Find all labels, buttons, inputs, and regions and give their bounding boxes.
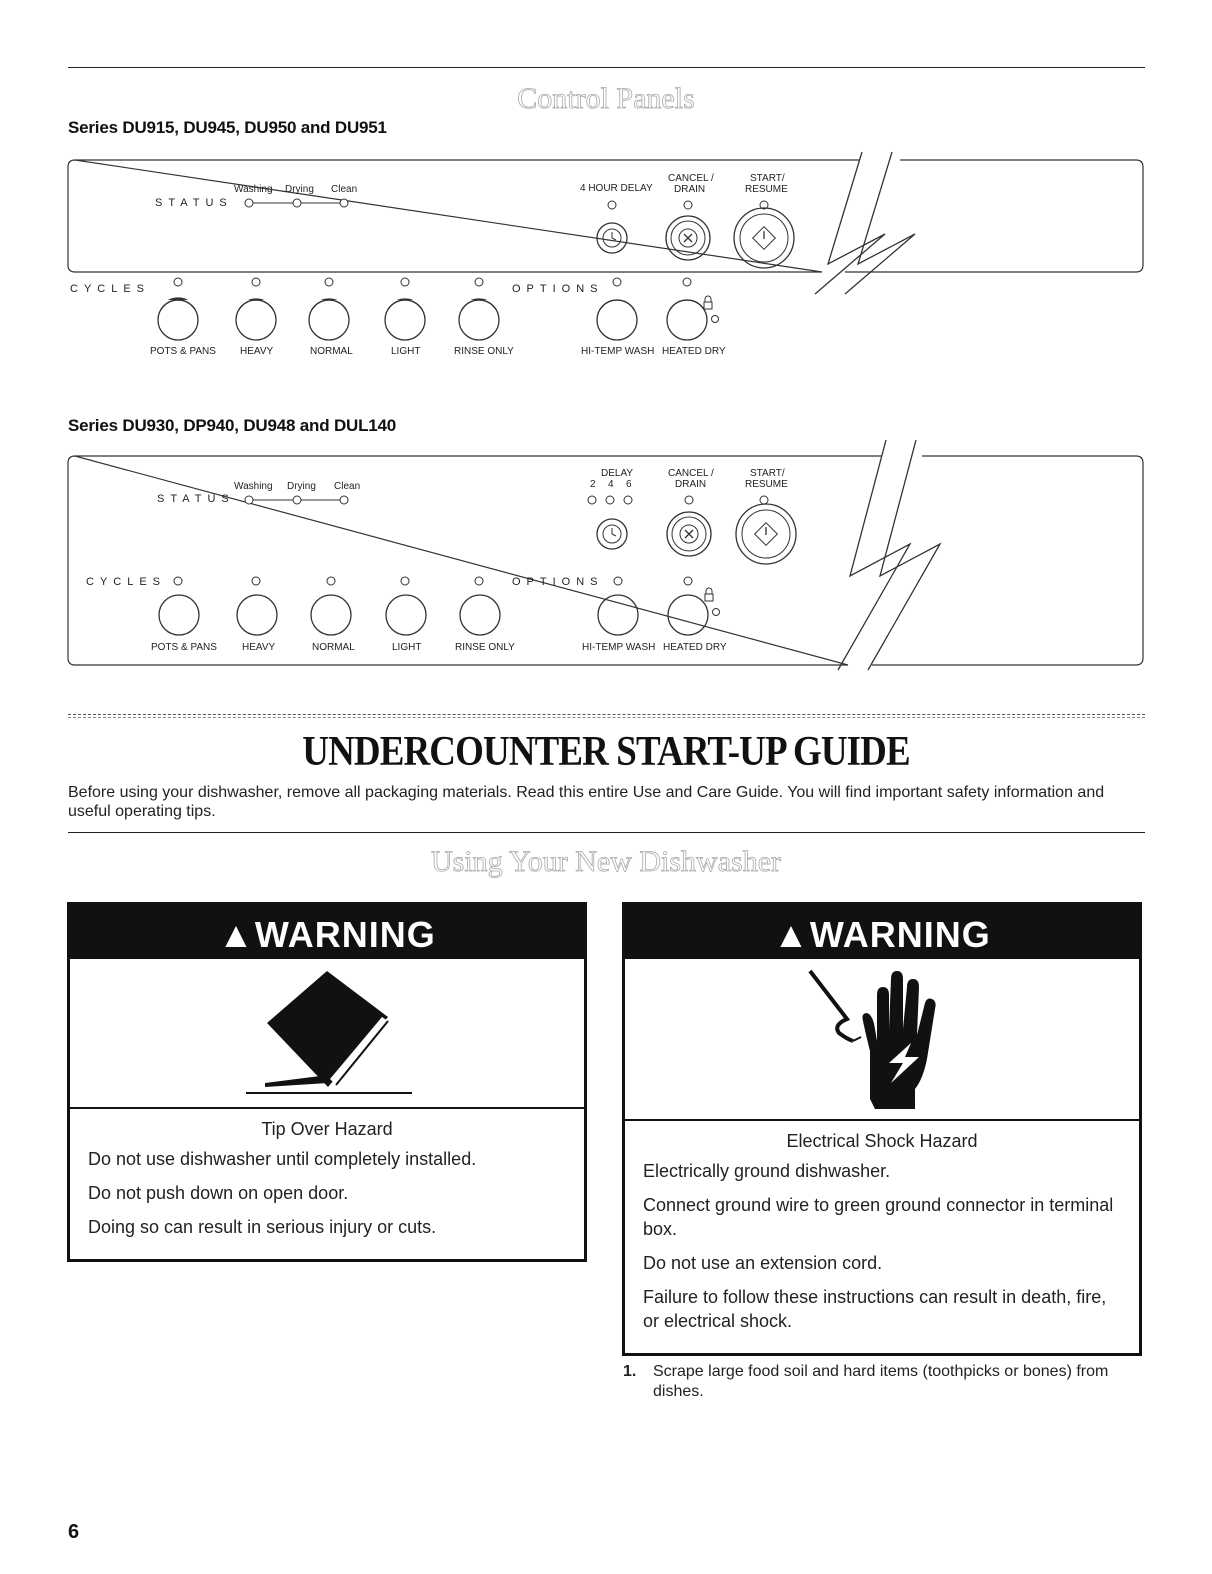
- lock-icon-2: [705, 588, 713, 601]
- cycle-label-light: LIGHT: [391, 346, 421, 357]
- cycle-button-rinse-only-2[interactable]: [460, 595, 500, 635]
- control-panel-2: [0, 440, 1212, 680]
- delay-hour-4: 4: [608, 479, 614, 490]
- tip-over-icon: [70, 959, 584, 1109]
- option-button-heated-dry-2[interactable]: [668, 595, 708, 635]
- section-title-using-dishwasher: Using Your New Dishwasher: [431, 845, 781, 878]
- cycle-label-pots-pans: POTS & PANS: [150, 346, 216, 357]
- cycles-label-2: CYCLES: [86, 576, 167, 588]
- option-label-heated-dry: HEATED DRY: [662, 346, 726, 357]
- series-label-2: Series DU930, DP940, DU948 and DUL140: [68, 416, 397, 435]
- intro-text: Before using your dishwasher, remove all packaging materials. Read this entire Use and Care Guide. You will find important safety information and useful operating tips.: [68, 784, 1105, 820]
- start-label-1-p2: START/: [750, 468, 785, 479]
- delay-button-2[interactable]: [597, 519, 627, 549]
- cancel-drain-button-2[interactable]: [667, 512, 711, 556]
- step-number: 1.: [623, 1363, 637, 1380]
- section-rule: [68, 832, 1145, 833]
- warning-line: Do not use dishwasher until completely installed.: [88, 1149, 477, 1169]
- cancel-label-1-p2: CANCEL /: [668, 468, 714, 479]
- cycle-label-normal-2: NORMAL: [312, 642, 355, 653]
- cancel-label-2: DRAIN: [674, 184, 706, 195]
- start-label-2: RESUME: [745, 184, 788, 195]
- electric-shock-hand-icon: [625, 959, 1139, 1121]
- cycle-button-light-2[interactable]: [386, 595, 426, 635]
- status-clean: Clean: [331, 184, 358, 195]
- warning-line: Connect ground wire to green ground connector in terminal box.: [643, 1195, 1114, 1239]
- panel-1-label-row: [0, 290, 1212, 370]
- cycle-button-pots-pans-2[interactable]: [159, 595, 199, 635]
- start-resume-button-2[interactable]: [736, 504, 796, 564]
- status-drying-2: Drying: [287, 481, 316, 492]
- warning-box-electric: [622, 902, 1142, 1356]
- cycle-button-heavy-2[interactable]: [237, 595, 277, 635]
- warning-line: Doing so can result in serious injury or cuts.: [88, 1217, 437, 1237]
- warning-title-left: WARNING: [254, 914, 436, 955]
- warning-triangle-icon: ▲: [218, 914, 255, 955]
- warning-line: Do not use an extension cord.: [643, 1253, 883, 1273]
- hazard-title-right: Electrical Shock Hazard: [786, 1131, 978, 1151]
- cycle-label-light-2: LIGHT: [392, 642, 422, 653]
- cycle-label-normal: NORMAL: [310, 346, 353, 357]
- warning-title-right: WARNING: [809, 914, 991, 955]
- section-title-control-panels: Control Panels: [517, 82, 695, 115]
- delay-hour-6: 6: [626, 479, 632, 490]
- warning-line: Do not push down on open door.: [88, 1183, 349, 1203]
- delay-label: 4 HOUR DELAY: [580, 183, 653, 194]
- warning-box-tip-over: [67, 902, 587, 1262]
- delay-label-2: DELAY: [601, 468, 634, 479]
- step-text: Scrape large food soil and hard items (toothpicks or bones) from dishes.: [653, 1363, 1109, 1400]
- warning-header-right: [625, 905, 1139, 959]
- warning-triangle-icon: ▲: [773, 914, 810, 955]
- dashed-divider: [68, 714, 1145, 718]
- cycle-label-pots-pans-2: POTS & PANS: [151, 642, 217, 653]
- warning-header-left: [70, 905, 584, 959]
- option-label-hi-temp-wash: HI-TEMP WASH: [581, 346, 655, 357]
- status-washing: Washing: [234, 184, 273, 195]
- page-title: UNDERCOUNTER START-UP GUIDE: [302, 729, 910, 775]
- option-label-hi-temp-wash-2: HI-TEMP WASH: [582, 642, 656, 653]
- panel-1-cycle-labels: [0, 150, 1212, 310]
- status-label: STATUS: [155, 197, 233, 209]
- delay-hour-2: 2: [590, 479, 596, 490]
- status-washing-2: Washing: [234, 481, 273, 492]
- cycle-label-heavy: HEAVY: [240, 346, 274, 357]
- cycle-button-normal-2[interactable]: [311, 595, 351, 635]
- options-label-2: OPTIONS: [512, 576, 604, 588]
- cancel-label-1: CANCEL /: [668, 173, 714, 184]
- step-item: [623, 1362, 1143, 1402]
- hazard-title-left: Tip Over Hazard: [261, 1119, 393, 1139]
- cancel-label-2-p2: DRAIN: [675, 479, 707, 490]
- start-label-1: START/: [750, 173, 785, 184]
- status-drying: Drying: [285, 184, 314, 195]
- status-clean-2: Clean: [334, 481, 361, 492]
- page-number: 6: [68, 1521, 80, 1543]
- warning-line: Failure to follow these instructions can result in death, fire, or electrical shock.: [643, 1287, 1107, 1331]
- option-button-hi-temp-wash-2[interactable]: [598, 595, 638, 635]
- cycle-label-heavy-2: HEAVY: [242, 642, 276, 653]
- option-label-heated-dry-2: HEATED DRY: [663, 642, 727, 653]
- status-label-2: STATUS: [157, 493, 235, 505]
- warning-line: Electrically ground dishwasher.: [643, 1161, 891, 1181]
- series-label-1: Series DU915, DU945, DU950 and DU951: [68, 118, 387, 137]
- start-label-2-p2: RESUME: [745, 479, 788, 490]
- cycles-label: CYCLES: [70, 283, 151, 295]
- cycle-label-rinse-only-2: RINSE ONLY: [455, 642, 515, 653]
- cycle-label-rinse-only: RINSE ONLY: [454, 346, 514, 357]
- options-label: OPTIONS: [512, 283, 604, 295]
